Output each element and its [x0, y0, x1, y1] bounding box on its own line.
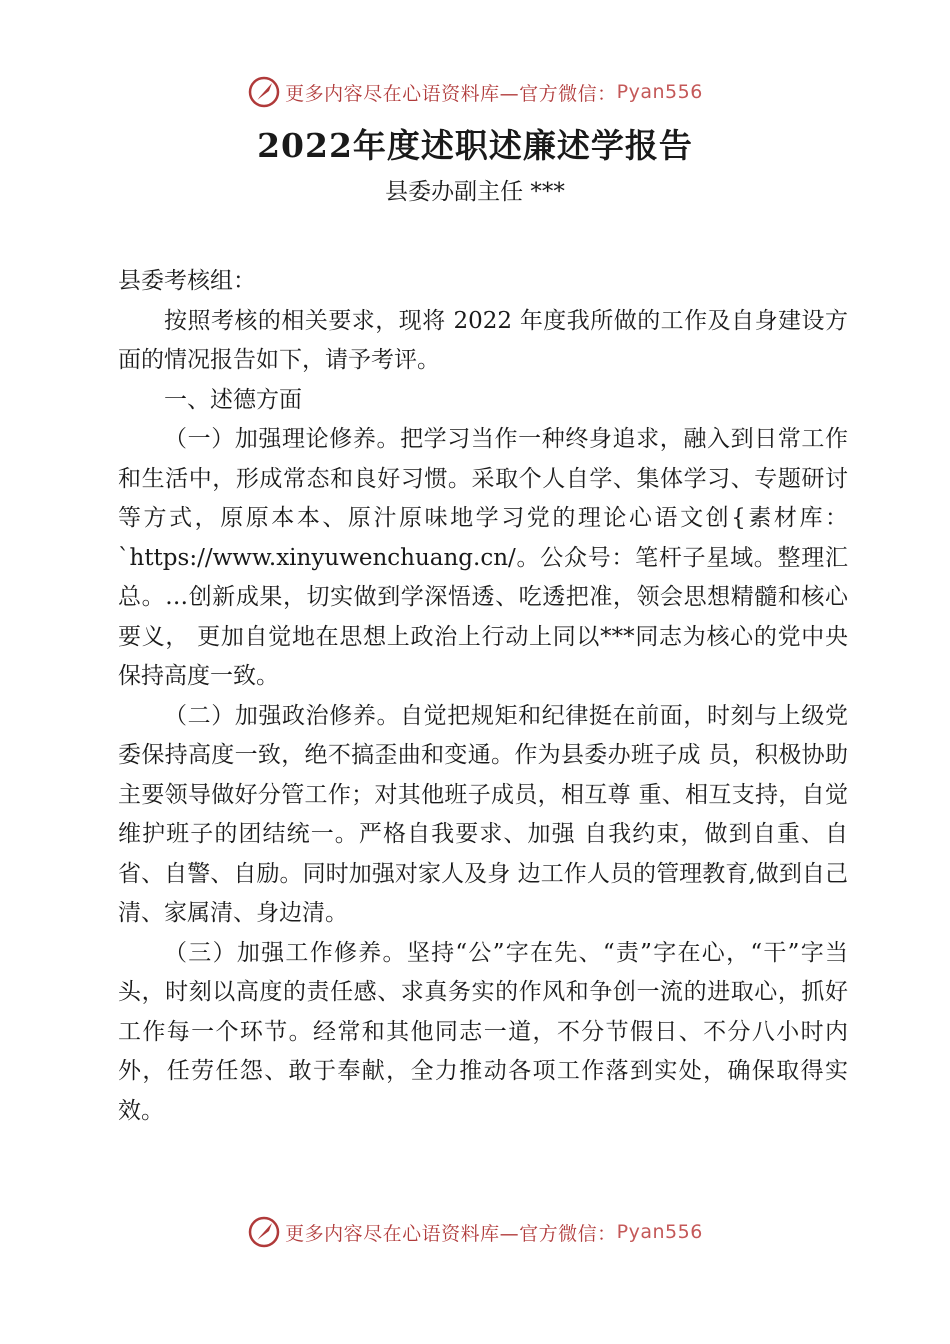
section-heading: 一、述德方面	[164, 386, 302, 413]
paragraph-theory: （一）加强理论修养。把学习当作一种终身追求，融入到日常工作和生活中，形成常态和良好习惯。采取个人自学、集体学习、专题研讨等方式，原原本本、原汁原味地学习党的理论心语文创{素材库：`https://www.xinyuwenchuang.cn/。公众号：笔杆子星域。整理汇总。…创新成果，切实做到学深悟透、吃透把准，领会思想精髓和核心要义， 更加自觉地在思想上政治上行动上同以***同志为核心的党中央保持高度一致。	[118, 426, 848, 689]
document-subtitle: 县委办副主任 ***	[385, 179, 565, 205]
quill-logo-icon	[247, 1215, 281, 1249]
banner-wechat-id: Pyan556	[616, 1221, 703, 1243]
banner-text: 更多内容尽在心语资料库—官方微信：	[285, 82, 617, 105]
salutation: 县委考核组：	[118, 268, 256, 294]
footer-banner	[0, 1212, 950, 1252]
paragraph-politics: （二）加强政治修养。自觉把规矩和纪律挺在前面，时刻与上级党委保持高度一致，绝不搞歪曲和变通。作为县委办班子成 员，积极协助主要领导做好分管工作；对其他班子成员，相互尊 重、相互支持，自觉维护班子的团结统一。严格自我要求、加强 自我约束，做到自重、自省、自警、自励。同时加强对家人及身 边工作人员的管理教育,做到自己清、家属清、身边清。	[118, 702, 848, 926]
document-body	[118, 262, 848, 1131]
quill-logo-icon	[247, 75, 281, 109]
banner-wechat-id: Pyan556	[616, 81, 703, 103]
banner-text: 更多内容尽在心语资料库—官方微信：	[285, 1222, 617, 1245]
header-banner	[0, 72, 950, 112]
document-title: 2022年度述职述廉述学报告	[257, 126, 693, 165]
paragraph-work: （三）加强工作修养。坚持“公”字在先、“责”字在心，“干”字当头，时刻以高度的责任感、求真务实的作风和争创一流的进取心，抓好工作每一个环节。经常和其他同志一道，不分节假日、不分八小时内外，任劳任怨、敢于奉献，全力推动各项工作落到实处，确保取得实效。	[118, 939, 848, 1124]
paragraph-intro: 按照考核的相关要求，现将 2022 年度我所做的工作及自身建设方面的情况报告如下，请予考评。	[118, 307, 848, 373]
